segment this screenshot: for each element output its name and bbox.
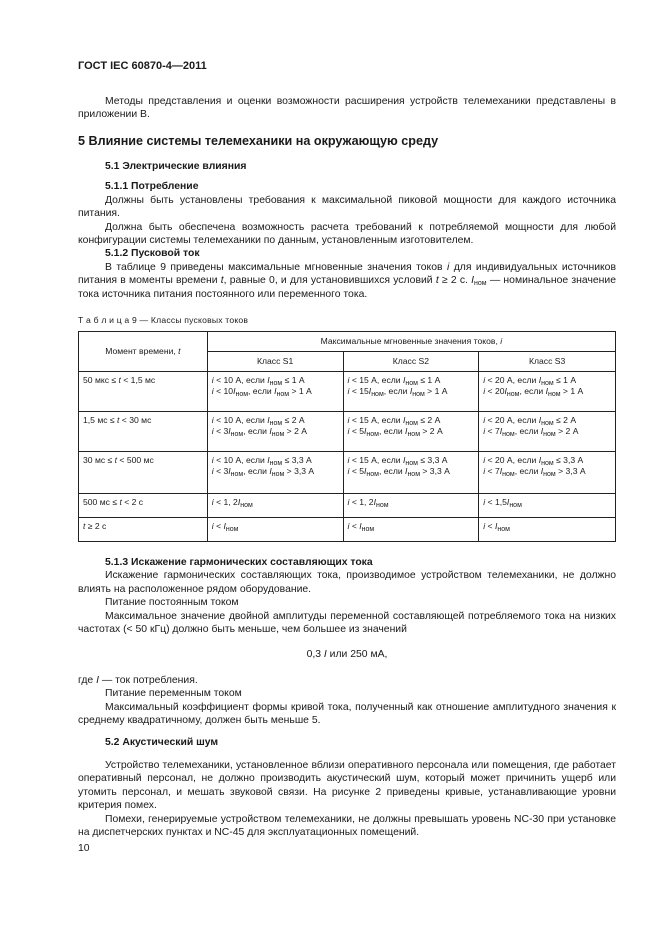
value-cell: i < 15 А, если $I_{ном} \le 2$ А $i < 5I_{ном}$, если $I_{ном} > 2$ А	[343, 412, 479, 452]
section-5-1-3-p5: Максимальный коэффициент формы кривой тока, полученный как отношение амплитудного значения к среднему квадратичному, должен быть меньше 5.	[78, 701, 616, 727]
value-cell: i < 20 А, если $I_{ном} \le 1$ А $i < 20I_{ном}$, если $I_{ном} > 1$ А	[479, 372, 616, 412]
value-cell: i < 1, $2I_{ном}$	[207, 494, 343, 518]
class-header: Класс S1	[207, 352, 343, 372]
section-5-1-1-title: 5.1.1 Потребление	[105, 181, 199, 193]
table-row	[79, 452, 616, 494]
current-group-header: Максимальные мгновенные значения токов, i	[207, 332, 615, 352]
section-5-1-1-p1: Должны быть установлены требования к максимальной пиковой мощности для каждого источника питания.	[78, 194, 616, 220]
time-column-header: Момент времени, t	[79, 332, 208, 372]
where-line: где I — ток потребления.	[78, 674, 198, 686]
time-cell: t ≥ 2 с	[79, 518, 208, 542]
class-header: Класс S2	[343, 352, 479, 372]
table-row	[79, 412, 616, 452]
section-5-2-p2: Помехи, генерируемые устройством телемеханики, не должны превышать уровень NC-30 при установке на диспетчерских пунктах и NC-45 для эксплуатационных помещений.	[78, 813, 616, 838]
class-header: Класс S3	[479, 352, 616, 372]
table-row	[79, 518, 616, 542]
section-5-1-title: 5.1 Электрические влияния	[105, 161, 247, 172]
section-5-1-2-paragraph: В таблице 9 приведены максимальные мгновенные значения токов i для индивидуальных источников питания в моменты времени t, равные 0, и для установившихся условий t ≥ 2 с. $I_{ном}$ — номинальное значение тока источника питания постоянного или переменного тока.	[78, 261, 616, 300]
value-cell: i < 10 А, если $I_{ном} \le 3,3$ А $i < 3I_{ном}$, если $I_{ном} > 3,3$ А	[207, 452, 343, 494]
table-row	[79, 494, 616, 518]
section-5-2-p1: Устройство телемеханики, установленное вблизи оперативного персонала или помещения, где работает оперативный персонал, не должно производить акустический шум, который может причинить ущерб или утомить персонал, и мешать звуковой связи. На рисунке 2 приведены кривые, устанавливающие уровни критерия помех.	[78, 759, 616, 812]
value-cell: i < 10 А, если $I_{ном} \le 1$ А $i < 10I_{ном}$, если $I_{ном} > 1$ А	[207, 372, 343, 412]
time-cell: 50 мкс ≤ t < 1,5 мс	[79, 372, 208, 412]
time-cell: 30 мс ≤ t < 500 мс	[79, 452, 208, 494]
formula-line: 0,3 I или 250 мА,	[306, 649, 388, 661]
value-cell: $i < I_{ном}$	[343, 518, 479, 542]
section-5-1-3-block	[78, 556, 616, 839]
section-5-title: 5 Влияние системы телемеханики на окружающую среду	[78, 134, 439, 148]
table-caption: Т а б л и ц а 9 — Классы пусковых токов	[78, 315, 249, 325]
value-cell: i < 20 А, если $I_{ном} \le 2$ А $i < 7I_{ном}$, если $I_{ном} > 2$ А	[479, 412, 616, 452]
value-cell: i < 15 А, если $I_{ном} \le 1$ А $i < 15I_{ном}$, если $I_{ном} > 1$ А	[343, 372, 479, 412]
ac-supply-label: Питание переменным током	[105, 688, 242, 700]
intro-paragraph: Методы представления и оценки возможности расширения устройств телемеханики представлены в приложении В.	[78, 96, 616, 121]
value-cell: $i < I_{ном}$	[479, 518, 616, 542]
value-cell: i < 20 А, если $I_{ном} \le 3,3$ А $i < 7I_{ном}$, если $I_{ном} > 3,3$ А	[479, 452, 616, 494]
value-cell: i < 10 А, если $I_{ном} \le 2$ А $i < 3I_{ном}$, если $I_{ном} > 2$ А	[207, 412, 343, 452]
page-number: 10	[78, 843, 90, 854]
section-5-1-3-p1: Искажение гармонических составляющих тока, производимое устройством телемеханики, не должно влиять на расположенное рядом оборудование.	[78, 570, 616, 595]
section-5-2-title: 5.2 Акустический шум	[105, 737, 219, 749]
value-cell: $i < I_{ном}$	[207, 518, 343, 542]
value-cell: $i < 1,5I_{ном}$	[479, 494, 616, 518]
section-5	[78, 135, 616, 148]
time-cell: 1,5 мс ≤ t < 30 мс	[79, 412, 208, 452]
document-header: ГОСТ IEC 60870-4—2011	[78, 60, 207, 72]
inrush-current-table	[78, 331, 616, 542]
table-row	[79, 372, 616, 412]
value-cell: i < 15 А, если $I_{ном} \le 3,3$ А $i < 5I_{ном}$, если $I_{ном} > 3,3$ А	[343, 452, 479, 494]
time-cell: 500 мс ≤ t < 2 с	[79, 494, 208, 518]
intro-block	[78, 95, 616, 122]
section-5-1-block	[78, 160, 616, 301]
value-cell: i < 1, $2I_{ном}$	[343, 494, 479, 518]
dc-supply-label: Питание постоянным током	[105, 597, 239, 609]
section-5-1-3-p3: Максимальное значение двойной амплитуды переменной составляющей потребляемого тока на низких частотах (< 50 кГц) должно быть меньше, чем большее из значений	[78, 610, 616, 636]
section-5-1-2-title: 5.1.2 Пусковой ток	[105, 248, 200, 260]
section-5-1-1-p2: Должна быть обеспечена возможность расчета требований к потребляемой мощности для любой конфигурации системы телемеханики по данным, установленным изготовителем.	[78, 221, 616, 247]
section-5-1-3-title: 5.1.3 Искажение гармонических составляющих тока	[105, 557, 373, 568]
